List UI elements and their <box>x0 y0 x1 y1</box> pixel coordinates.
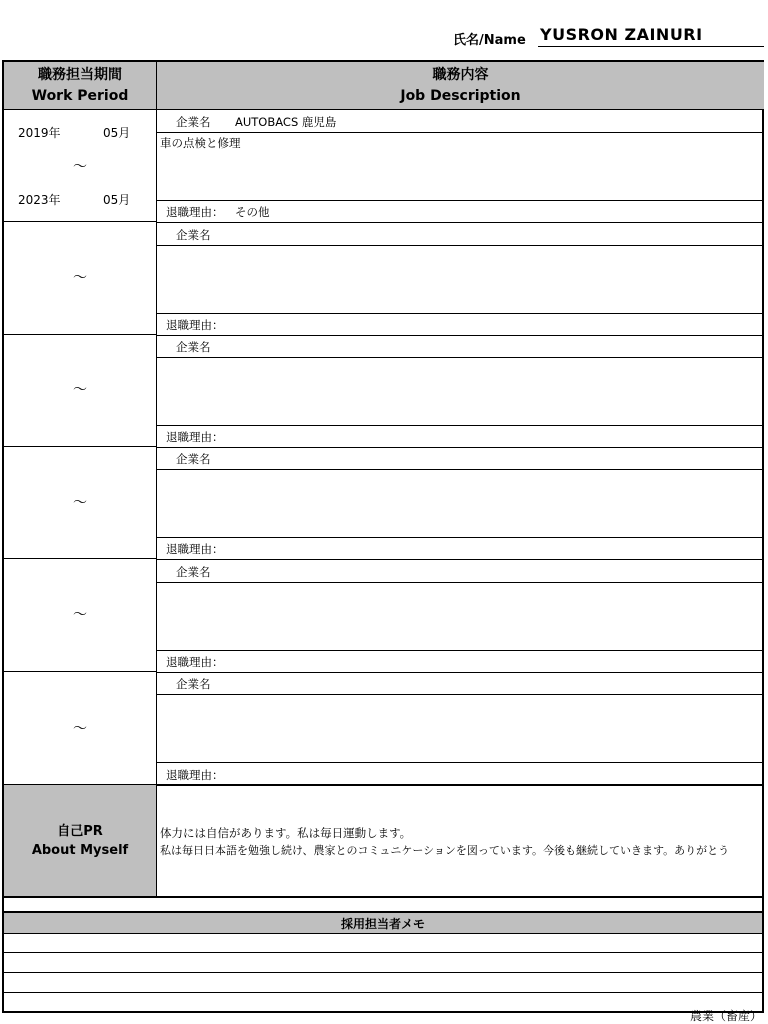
job-description-text: 車の点検と修理 <box>160 136 241 150</box>
start-year: 2019年 <box>18 126 61 140</box>
divider <box>157 132 764 133</box>
work-period-cell <box>4 110 157 222</box>
self-pr-line1: 体力には自信があります。私は毎日運動します。 <box>160 826 412 840</box>
work-period-header-en: Work Period <box>31 87 129 104</box>
divider <box>157 537 764 538</box>
period-tilde: ～ <box>73 270 87 286</box>
divider <box>157 335 764 336</box>
work-period-cell <box>4 335 157 447</box>
self-pr-label <box>4 785 157 897</box>
job-description-header-jp: 職務内容 <box>432 66 489 83</box>
name-label: 氏名/Name <box>453 33 526 48</box>
reason-label: 退職理由： <box>166 542 224 556</box>
divider <box>157 650 764 651</box>
memo-line <box>4 972 762 973</box>
period-tilde: ～ <box>73 159 87 175</box>
reason-label: 退職理由： <box>166 768 224 782</box>
job-description-header <box>157 62 764 110</box>
divider <box>157 425 764 426</box>
work-history-sheet <box>2 60 764 1013</box>
reason-label: 退職理由： <box>166 655 224 669</box>
reason-label: 退職理由： <box>166 430 224 444</box>
reason-label: 退職理由： <box>166 318 224 332</box>
work-period-header-jp: 職務担当期間 <box>38 66 122 83</box>
work-period-cell <box>4 447 157 559</box>
company-label: 企業名 <box>176 452 211 466</box>
company-label: 企業名 <box>176 228 211 242</box>
memo-line <box>4 992 762 993</box>
divider <box>157 313 764 314</box>
period-tilde: ～ <box>73 607 87 623</box>
memo-line <box>4 933 762 934</box>
divider <box>157 762 764 763</box>
self-pr-label-jp: 自己PR <box>57 824 103 839</box>
period-tilde: ～ <box>73 382 87 398</box>
company-label: 企業名 <box>176 340 211 354</box>
name-underline <box>538 46 764 47</box>
divider <box>157 469 764 470</box>
divider <box>157 672 764 673</box>
memo-line <box>4 952 762 953</box>
divider <box>157 582 764 583</box>
work-period-cell <box>4 672 157 785</box>
recruiter-memo-header <box>4 913 762 933</box>
work-period-cell <box>4 222 157 335</box>
company-value: AUTOBACS 鹿児島 <box>235 115 337 129</box>
divider <box>157 357 764 358</box>
work-period-header <box>4 62 157 110</box>
divider <box>157 222 764 223</box>
work-period-cell <box>4 559 157 672</box>
footer-category: 農業（畜産） <box>690 1009 763 1023</box>
section-divider <box>4 896 762 898</box>
divider <box>157 200 764 201</box>
recruiter-memo-title: 採用担当者メモ <box>340 916 425 931</box>
reason-label: 退職理由： <box>166 205 224 219</box>
period-tilde: ～ <box>73 495 87 511</box>
divider <box>157 559 764 560</box>
divider <box>157 245 764 246</box>
company-label: 企業名 <box>176 677 211 691</box>
divider <box>157 694 764 695</box>
divider <box>157 447 764 448</box>
self-pr-label-en: About Myself <box>31 843 129 858</box>
name-value: YUSRON ZAINURI <box>540 25 703 44</box>
end-month: 05月 <box>103 193 131 207</box>
end-year: 2023年 <box>18 193 61 207</box>
job-description-header-en: Job Description <box>400 87 521 104</box>
company-label: 企業名 <box>176 115 211 129</box>
start-month: 05月 <box>103 126 131 140</box>
self-pr-line2: 私は毎日日本語を勉強し続け、農家とのコミュニケーションを図っています。今後も継続していきます。ありがとう <box>160 844 730 857</box>
reason-value: その他 <box>235 205 270 219</box>
company-label: 企業名 <box>176 565 211 579</box>
period-tilde: ～ <box>73 721 87 737</box>
